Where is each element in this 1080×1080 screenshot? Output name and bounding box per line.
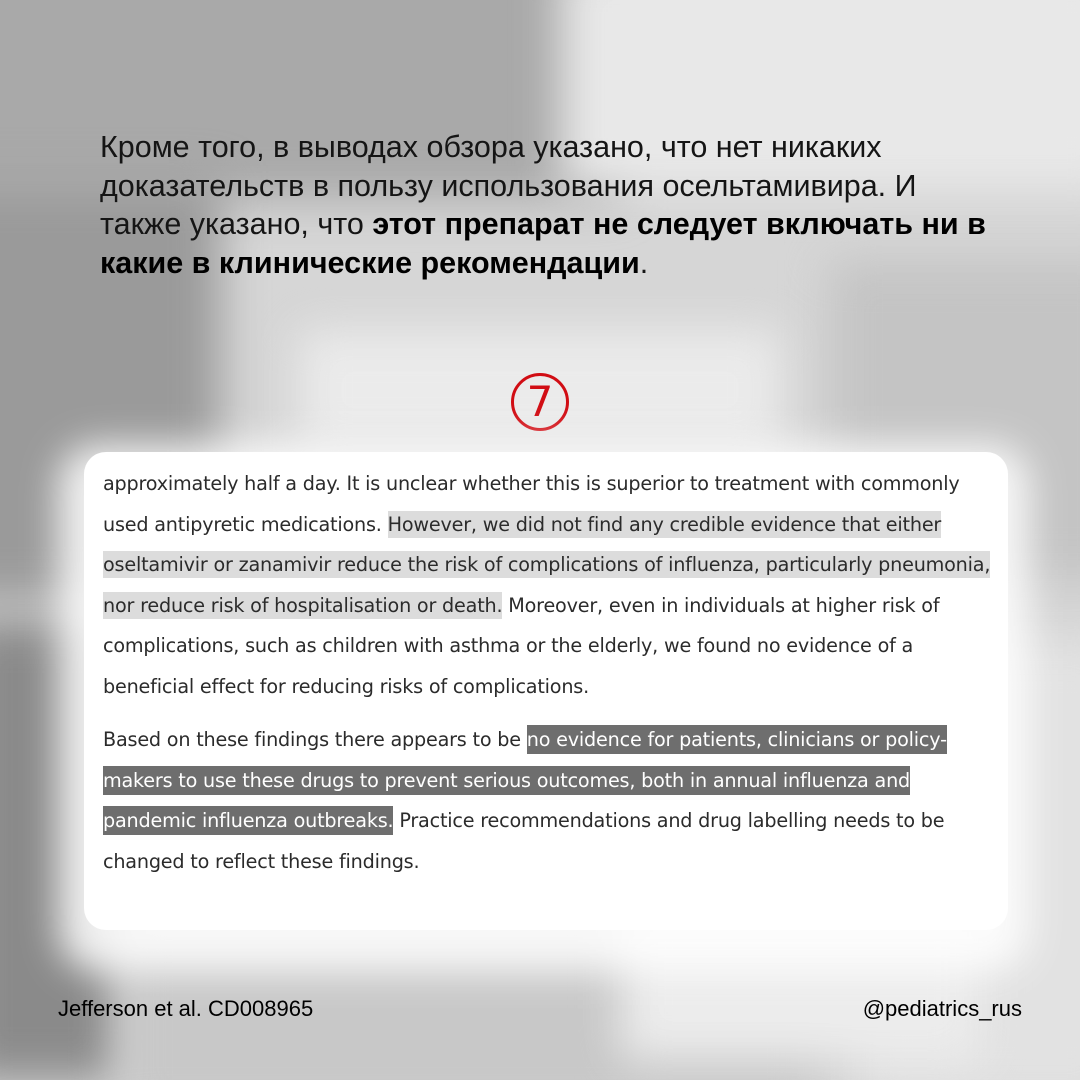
quote-p2-text-start: Based on these findings there appears to be (103, 728, 527, 751)
quote-paragraph-2 (103, 720, 1003, 882)
quote-p1-text-end: Moreover, even in individuals at higher risk of complications, such as children with asthma or the elderly, we found no evidence of a beneficial effect for reducing risks of complications. (103, 593, 940, 698)
heading-text-start: Кроме того, в выводах обзора указано, что нет никаких доказательств в пользу использования осельтамивира. И также указано, что (100, 130, 917, 241)
quote-p2-highlight: no evidence for patients, clinicians or policy-makers to use these drugs to prevent serious outcomes, both in annual influenza and pandemic influenza outbreaks. (103, 725, 947, 835)
account-handle: @pediatrics_rus (862, 996, 1022, 1021)
slide-heading (100, 128, 1000, 282)
quote-p1-text-start: approximately half a day. It is unclear whether this is superior to treatment with commonly used antipyretic medications. (103, 472, 960, 536)
heading-text-end: . (639, 245, 649, 280)
slide-number-badge: 7 (511, 373, 569, 431)
quote-paragraph-1 (103, 464, 1003, 707)
quote-p1-highlight: However, we did not find any credible evidence that either oseltamivir or zanamivir reduce the risk of complications of influenza, particularly pneumonia, nor reduce risk of hospitalisation or death. (103, 512, 991, 617)
quote-text (103, 464, 1003, 882)
quote-p2-text-end: Practice recommendations and drug labelling needs to be changed to reflect these findings. (103, 809, 945, 873)
source-citation: Jefferson et al. CD008965 (58, 996, 314, 1021)
heading-bold-emphasis: этот препарат не следует включать ни в какие в клинические рекомендации (100, 207, 986, 280)
